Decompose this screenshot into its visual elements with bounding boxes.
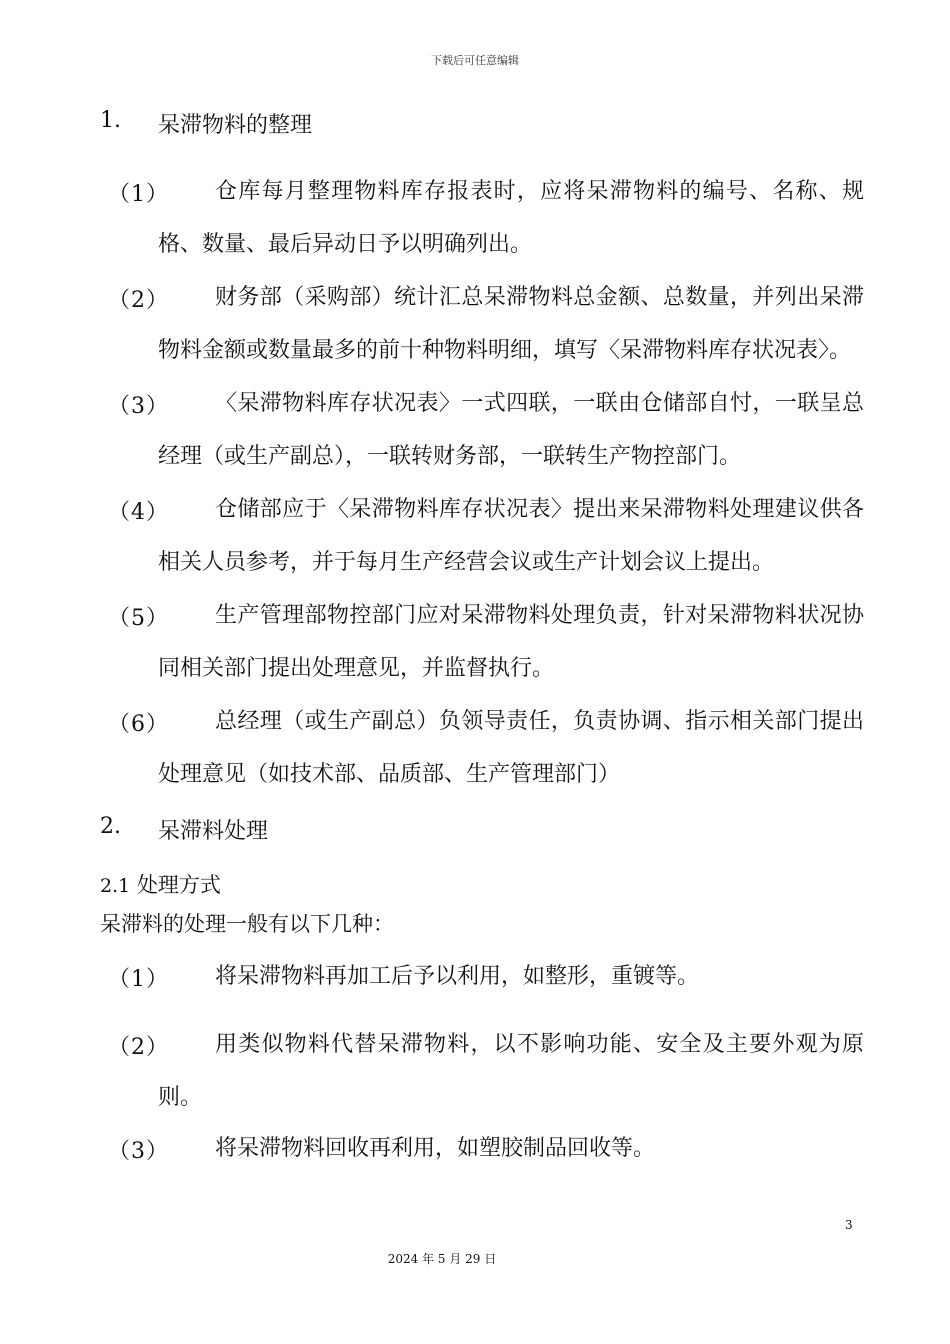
section-1-number: 1. — [100, 108, 121, 133]
list-item-marker: （3） — [108, 394, 169, 419]
list-item-text: 总经理（或生产副总）负领导责任，负责协调、指示相关部门提出处理意见（如技术部、品质部、生产管理部门） — [158, 709, 864, 787]
page-header: 下载后可任意编辑 — [431, 54, 519, 67]
list-item-text: 财务部（采购部）统计汇总呆滞物料总金额、总数量，并列出呆滞物料金额或数量最多的前十种物料明细，填写〈呆滞物料库存状况表〉。 — [158, 285, 864, 363]
subsection-title: 处理方式 — [136, 873, 221, 897]
list-item-text: 生产管理部物控部门应对呆滞物料处理负责，针对呆滞物料状况协同相关部门提出处理意见，并监督执行。 — [158, 603, 864, 681]
subsection-number: 2.1 — [100, 875, 131, 897]
list-item-text: 将呆滞物料再加工后予以利用，如整形，重镀等。 — [215, 964, 700, 989]
list-item-text: 将呆滞物料回收再利用，如塑胶制品回收等。 — [215, 1136, 656, 1161]
list-item — [108, 601, 864, 707]
list-item — [108, 495, 864, 601]
list-item-marker: （5） — [108, 606, 169, 631]
list-item-marker: （3） — [108, 1139, 169, 1164]
list-item-text: 仓储部应于〈呆滞物料库存状况表〉提出来呆滞物料处理建议供各相关人员参考，并于每月生产经营会议或生产计划会议上提出。 — [158, 497, 864, 575]
page-number: 3 — [845, 1218, 853, 1232]
list-item-text: 用类似物料代替呆滞物料，以不影响功能、安全及主要外观为原则。 — [158, 1032, 864, 1110]
section-1-title: 呆滞物料的整理 — [158, 113, 313, 138]
list-item-marker: （2） — [108, 288, 169, 313]
section-2-number: 2. — [100, 814, 121, 839]
intro-text: 呆滞料的处理一般有以下几种： — [100, 912, 394, 936]
list-item-marker: （2） — [108, 1035, 169, 1060]
list-item — [108, 283, 864, 389]
list-item — [108, 962, 864, 1015]
list-item — [108, 389, 864, 495]
list-item-marker: （4） — [108, 500, 169, 525]
footer-date: 2024 年 5 月 29 日 — [387, 1252, 497, 1266]
list-item-marker: （1） — [108, 182, 169, 207]
list-item — [108, 1134, 864, 1187]
list-item-text: 仓库每月整理物料库存报表时，应将呆滞物料的编号、名称、规格、数量、最后异动日予以明确列出。 — [158, 179, 864, 257]
list-item-text: 〈呆滞物料库存状况表〉一式四联，一联由仓储部自忖，一联呈总经理（或生产副总），一联转财务部，一联转生产物控部门。 — [158, 391, 864, 469]
list-item — [108, 707, 864, 813]
subsection-heading — [100, 869, 221, 899]
list-item-marker: （1） — [108, 967, 169, 992]
list-item-marker: （6） — [108, 712, 169, 737]
section-2-title: 呆滞料处理 — [158, 819, 269, 844]
list-item — [108, 177, 864, 283]
list-item — [108, 1030, 864, 1136]
